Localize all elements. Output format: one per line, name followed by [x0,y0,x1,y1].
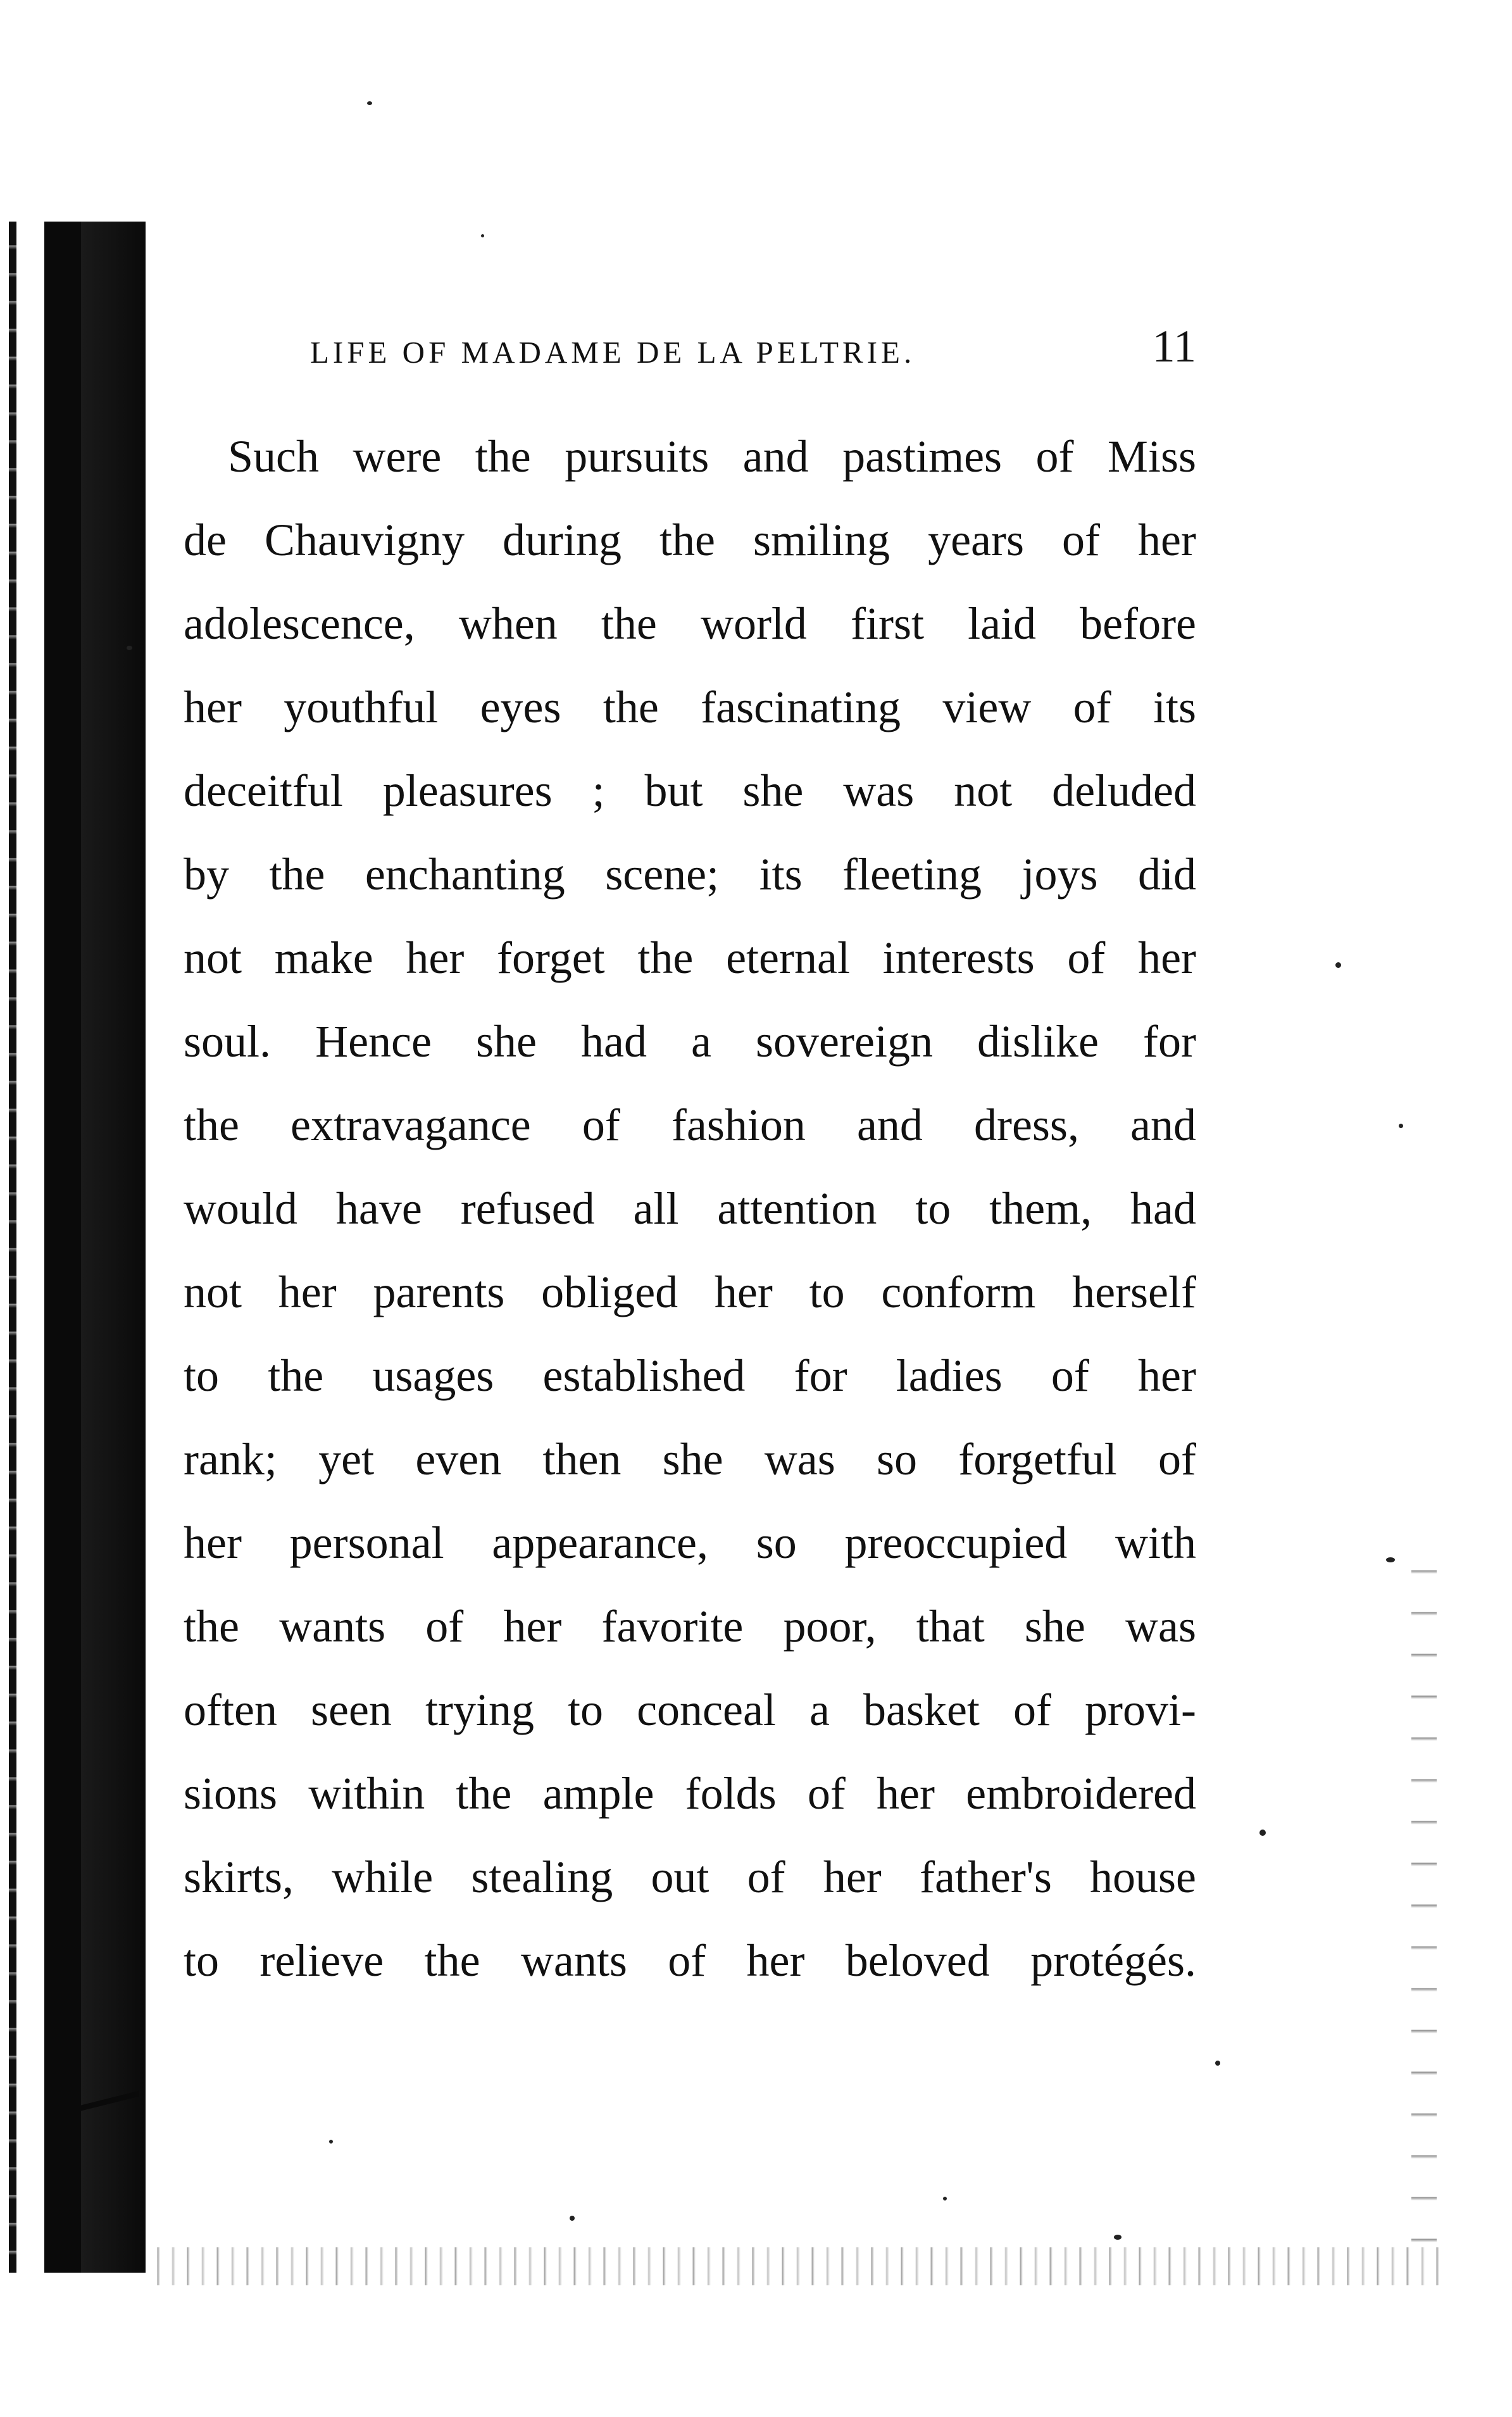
text-line: would have refused all attention to them, had [184,1183,1196,1234]
text-line: sions within the ample folds of her embroidered [184,1768,1196,1819]
page-number: 11 [1152,321,1196,372]
text-line: soul. Hence she had a sovereign dislike for [184,1016,1196,1067]
binding-edge [0,222,146,2273]
text-line: to relieve the wants of her beloved protégés. [184,1935,1196,1986]
scan-speck [1335,962,1341,968]
text-line: Such were the pursuits and pastimes of Miss [228,431,1196,482]
text-line: rank; yet even then she was so forgetful of [184,1434,1196,1485]
scan-speck [329,2140,333,2144]
scan-noise-right [1411,1532,1437,2279]
scan-speck [481,234,484,237]
text-line: the extravagance of fashion and dress, and [184,1100,1196,1150]
text-line: to the usages established for ladies of her [184,1350,1196,1401]
text-line: skirts, while stealing out of her father's house [184,1852,1196,1902]
running-title: LIFE OF MADAME DE LA PELTRIE. [310,335,916,370]
text-line: often seen trying to conceal a basket of provi- [184,1685,1196,1735]
scan-speck [1259,1830,1266,1836]
text-line: not make her forget the eternal interests of her [184,932,1196,983]
body-text [184,415,1196,2002]
text-line: deceitful pleasures ; but she was not deluded [184,765,1196,816]
text-line: de Chauvigny during the smiling years of her [184,515,1196,565]
text-line: adolescence, when the world first laid before [184,598,1196,649]
scan-speck [570,2216,575,2221]
running-head [184,315,1196,379]
text-line: by the enchanting scene; its fleeting joys did [184,849,1196,900]
scan-speck [1114,2235,1122,2240]
scan-speck [943,2197,947,2200]
scan-speck [127,646,132,650]
text-line: the wants of her favorite poor, that she was [184,1601,1196,1652]
scan-speck [367,101,372,105]
text-line: her personal appearance, so preoccupied with [184,1517,1196,1568]
text-line: not her parents obliged her to conform herself [184,1267,1196,1317]
scan-speck [1386,1557,1395,1562]
text-line: her youthful eyes the fascinating view of its [184,682,1196,732]
scan-noise-bottom [146,2247,1449,2285]
scan-speck [1215,2061,1220,2066]
scan-speck [1399,1124,1403,1128]
